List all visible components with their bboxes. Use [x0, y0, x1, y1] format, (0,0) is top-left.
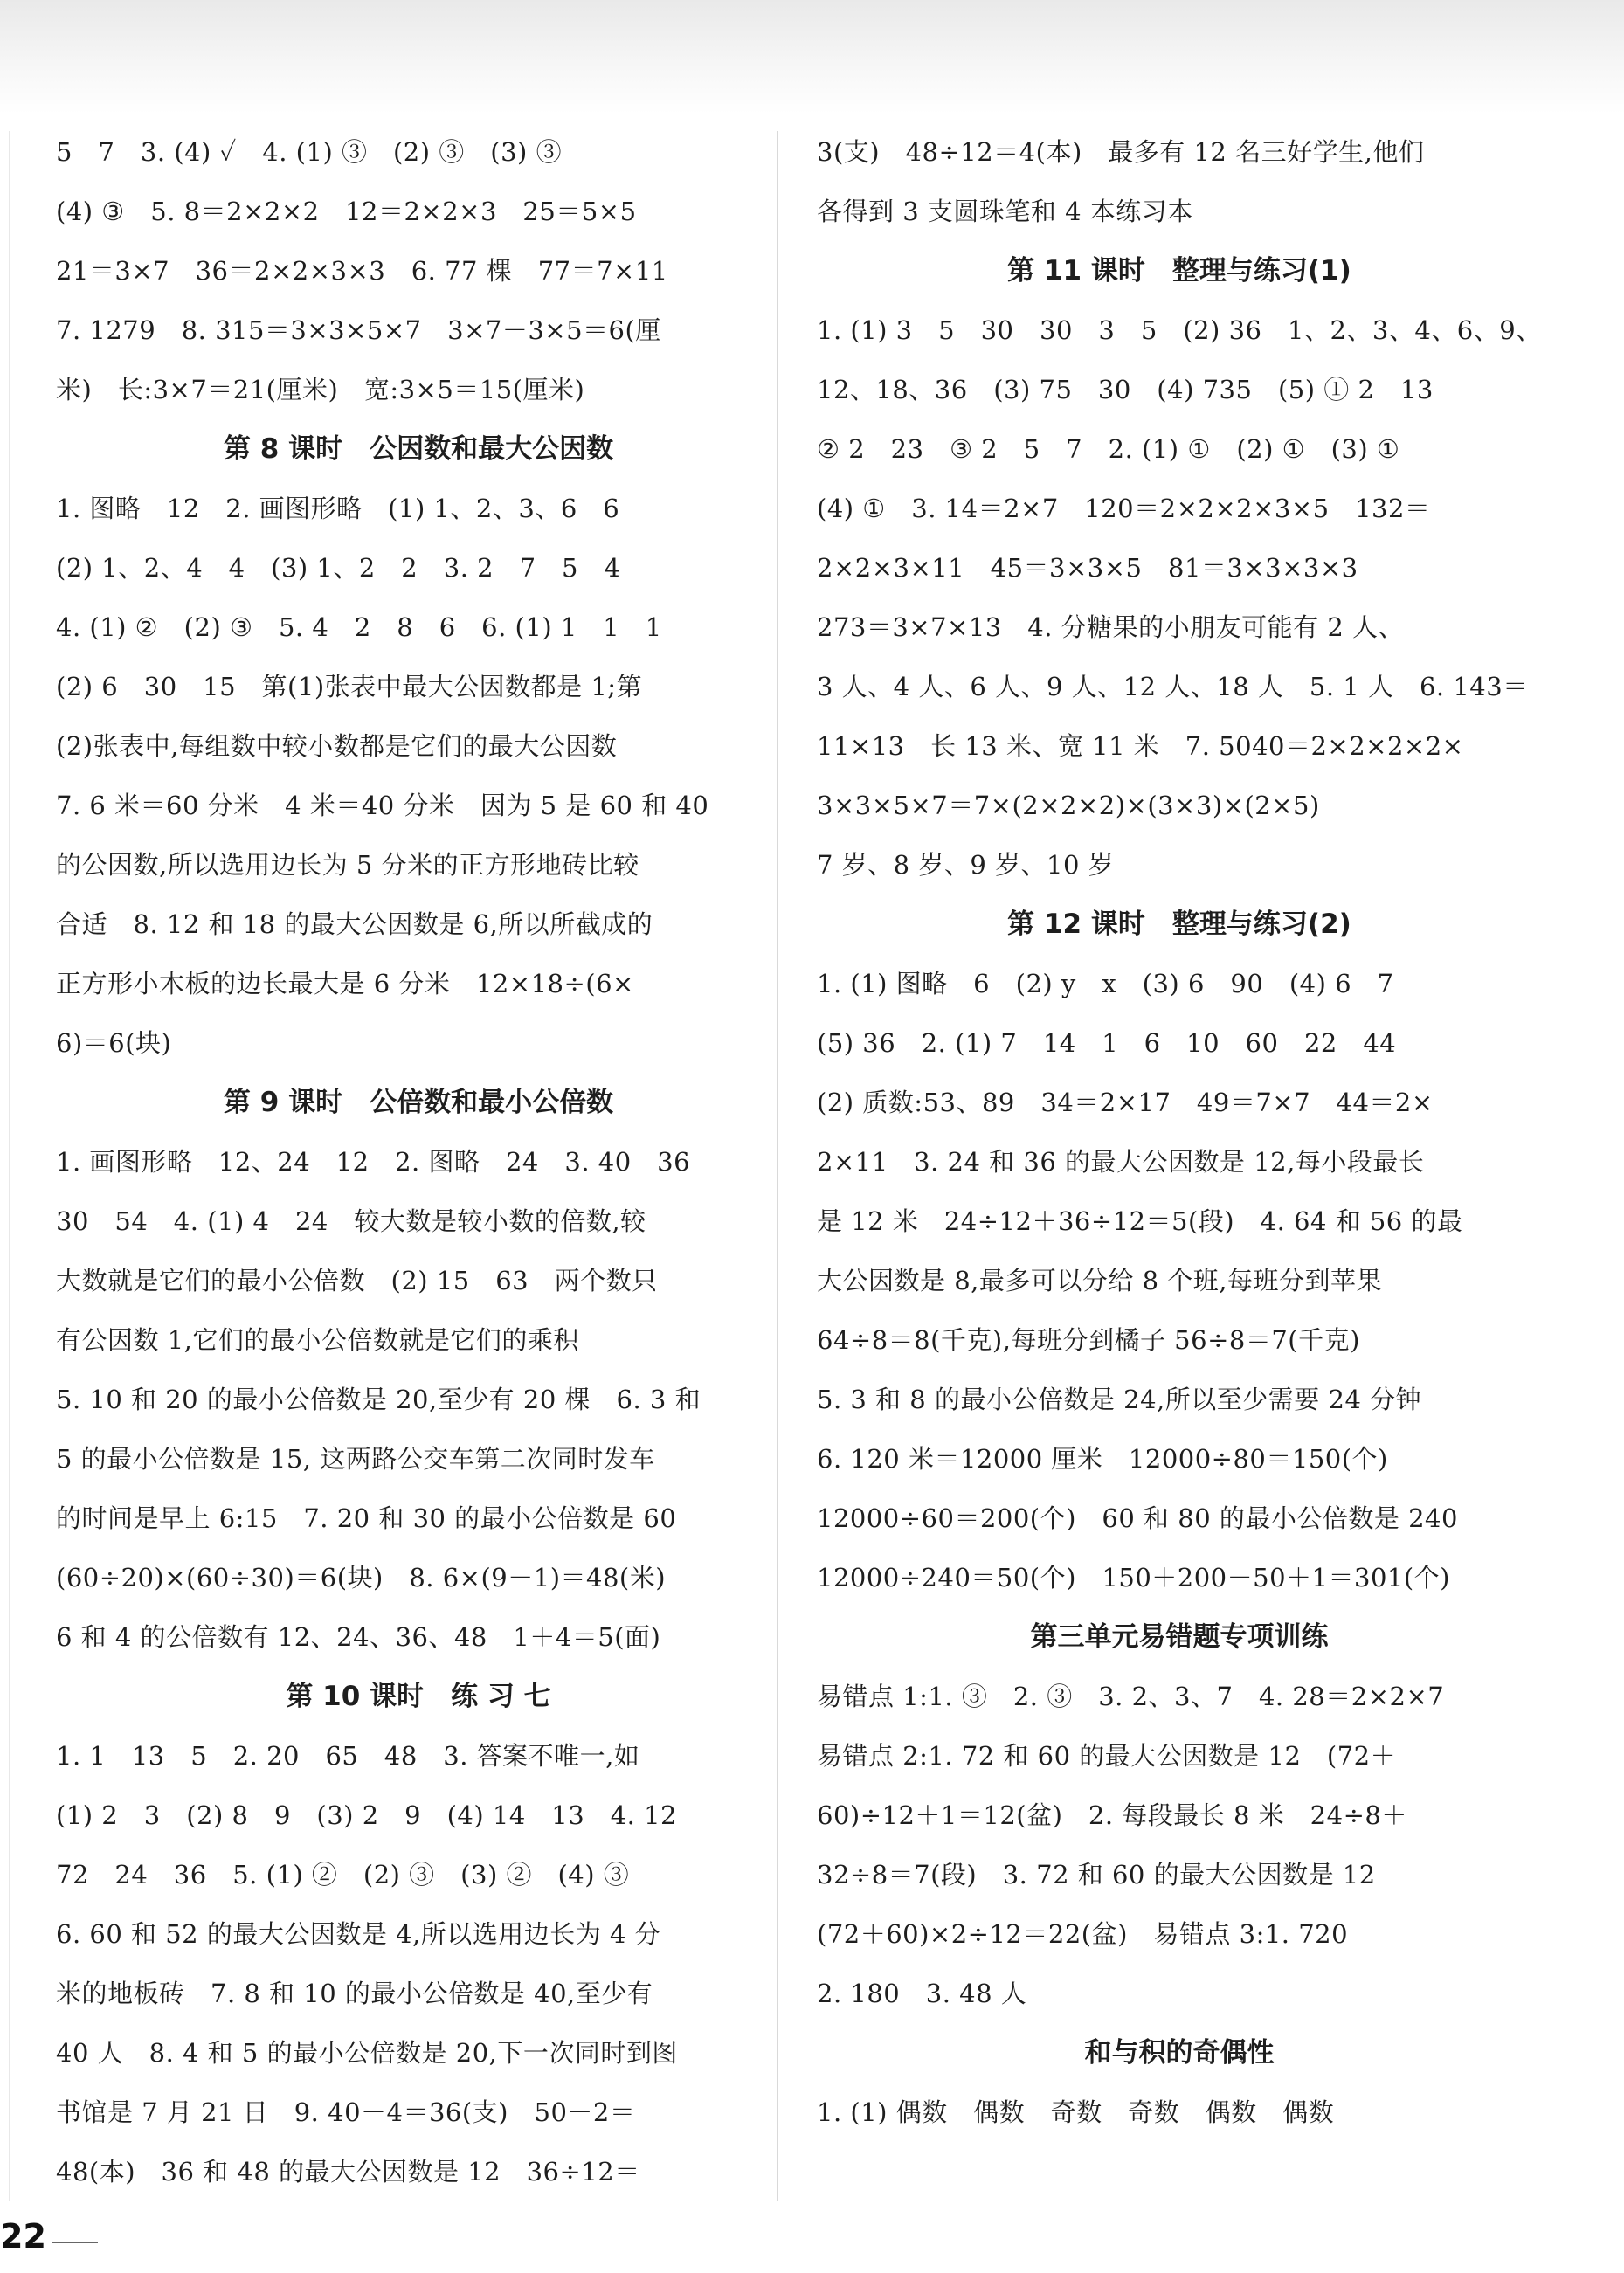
right-answer-line: 5. 3 和 8 的最小公倍数是 24,所以至少需要 24 分钟 [817, 1385, 1422, 1414]
page-number-dash [52, 2242, 98, 2243]
page-top-shadow [0, 0, 1624, 114]
right-answer-line: 易错点 2:1. 72 和 60 的最大公因数是 12 (72＋ [817, 1741, 1397, 1771]
right-answer-line: 各得到 3 支圆珠笔和 4 本练习本 [817, 197, 1193, 226]
left-answer-line: 1. 图略 12 2. 画图形略 (1) 1、2、3、6 6 [56, 494, 620, 523]
left-answer-line: 6. 60 和 52 的最大公因数是 4,所以选用边长为 4 分 [56, 1919, 661, 1949]
left-answer-line: 4. (1) ② (2) ③ 5. 4 2 8 6 6. (1) 1 1 1 [56, 612, 662, 642]
right-answer-line: 是 12 米 24÷12＋36÷12＝5(段) 4. 64 和 56 的最 [817, 1206, 1463, 1236]
right-answer-line: 1. (1) 图略 6 (2) y x (3) 6 90 (4) 6 7 [817, 969, 1394, 998]
left-answer-line: (4) ③ 5. 8＝2×2×2 12＝2×2×3 25＝5×5 [56, 197, 637, 226]
page-number: 22 [0, 2217, 46, 2256]
right-column [817, 122, 1542, 2142]
right-answer-line: 1. (1) 3 5 30 30 3 5 (2) 36 1、2、3、4、6、9、 [817, 315, 1542, 345]
left-answer-line: 5 7 3. (4) ✓ 4. (1) ③ (2) ③ (3) ③ [56, 137, 563, 167]
left-answer-line: 6 和 4 的公倍数有 12、24、36、48 1＋4＝5(面) [56, 1622, 661, 1652]
right-answer-line: (5) 36 2. (1) 7 14 1 6 10 60 22 44 [817, 1028, 1397, 1058]
right-answer-line: 1. (1) 偶数 偶数 奇数 奇数 偶数 偶数 [817, 2097, 1335, 2127]
right-answer-line: 7 岁、8 岁、9 岁、10 岁 [817, 850, 1115, 880]
right-answer-line: (72＋60)×2÷12＝22(盆) 易错点 3:1. 720 [817, 1919, 1349, 1949]
right-answer-line: 3(支) 48÷12＝4(本) 最多有 12 名三好学生,他们 [817, 137, 1425, 167]
left-answer-line: (2)张表中,每组数中较小数都是它们的最大公因数 [56, 731, 618, 761]
left-answer-line: (2) 1、2、4 4 (3) 1、2 2 3. 2 7 5 4 [56, 553, 621, 583]
right-answer-line: 32÷8＝7(段) 3. 72 和 60 的最大公因数是 12 [817, 1860, 1376, 1890]
page-edge-rule [9, 131, 10, 2201]
left-answer-line: (1) 2 3 (2) 8 9 (3) 2 9 (4) 14 13 4. 12 [56, 1800, 677, 1830]
left-section-heading: 第 10 课时 练 习 七 [286, 1681, 551, 1712]
right-answer-line: 3 人、4 人、6 人、9 人、12 人、18 人 5. 1 人 6. 143＝ [817, 672, 1529, 701]
right-answer-line: 64÷8＝8(千克),每班分到橘子 56÷8＝7(千克) [817, 1325, 1360, 1355]
left-answer-line: 6)＝6(块) [56, 1028, 172, 1058]
left-answer-line: 30 54 4. (1) 4 24 较大数是较小数的倍数,较 [56, 1206, 646, 1236]
right-section-heading: 第 12 课时 整理与练习(2) [1007, 909, 1351, 940]
left-answer-line: 合适 8. 12 和 18 的最大公因数是 6,所以所截成的 [56, 909, 653, 939]
left-section-heading: 第 9 课时 公倍数和最小公倍数 [223, 1087, 614, 1118]
left-answer-line: 大数就是它们的最小公倍数 (2) 15 63 两个数只 [56, 1266, 658, 1295]
left-answer-line: 40 人 8. 4 和 5 的最小公倍数是 20,下一次同时到图 [56, 2038, 678, 2068]
right-section-heading: 第 11 课时 整理与练习(1) [1007, 255, 1351, 287]
right-answer-line: 12、18、36 (3) 75 30 (4) 735 (5) ① 2 13 [817, 375, 1434, 404]
left-answer-line: 7. 6 米＝60 分米 4 米＝40 分米 因为 5 是 60 和 40 [56, 791, 709, 820]
right-answer-line: 60)÷12＋1＝12(盆) 2. 每段最长 8 米 24÷8＋ [817, 1800, 1407, 1830]
right-answer-line: ② 2 23 ③ 2 5 7 2. (1) ① (2) ① (3) ① [817, 434, 1400, 464]
right-answer-line: (2) 质数:53、89 34＝2×17 49＝7×7 44＝2× [817, 1088, 1434, 1117]
right-section-heading: 和与积的奇偶性 [1084, 2037, 1275, 2069]
left-column [56, 122, 781, 2201]
right-answer-line: 2×11 3. 24 和 36 的最大公因数是 12,每小段最长 [817, 1147, 1425, 1177]
right-answer-line: 12000÷60＝200(个) 60 和 80 的最小公倍数是 240 [817, 1503, 1458, 1533]
left-section-heading: 第 8 课时 公因数和最大公因数 [223, 433, 614, 465]
left-answer-line: 的公因数,所以选用边长为 5 分米的正方形地砖比较 [56, 850, 639, 880]
left-answer-line: 5. 10 和 20 的最小公倍数是 20,至少有 20 棵 6. 3 和 [56, 1385, 701, 1414]
left-answer-line: 正方形小木板的边长最大是 6 分米 12×18÷(6× [56, 969, 634, 998]
left-answer-line: 5 的最小公倍数是 15, 这两路公交车第二次同时发车 [56, 1444, 655, 1474]
right-section-heading: 第三单元易错题专项训练 [1030, 1621, 1329, 1653]
right-answer-line: 6. 120 米＝12000 厘米 12000÷80＝150(个) [817, 1444, 1388, 1474]
right-answer-line: 2×2×3×11 45＝3×3×5 81＝3×3×3×3 [817, 553, 1358, 583]
left-answer-line: (60÷20)×(60÷30)＝6(块) 8. 6×(9－1)＝48(米) [56, 1563, 667, 1592]
right-answer-line: 大公因数是 8,最多可以分给 8 个班,每班分到苹果 [817, 1266, 1382, 1295]
left-answer-line: 米的地板砖 7. 8 和 10 的最小公倍数是 40,至少有 [56, 1979, 653, 2008]
left-answer-line: 的时间是早上 6:15 7. 20 和 30 的最小公倍数是 60 [56, 1503, 677, 1533]
left-answer-line: 72 24 36 5. (1) ② (2) ③ (3) ② (4) ③ [56, 1860, 630, 1890]
right-answer-line: 3×3×5×7＝7×(2×2×2)×(3×3)×(2×5) [817, 791, 1320, 820]
left-answer-line: 7. 1279 8. 315＝3×3×5×7 3×7－3×5＝6(厘 [56, 315, 661, 345]
left-answer-line: 有公因数 1,它们的最小公倍数就是它们的乘积 [56, 1325, 579, 1355]
left-answer-line: 21＝3×7 36＝2×2×3×3 6. 77 棵 77＝7×11 [56, 256, 668, 286]
right-answer-line: (4) ① 3. 14＝2×7 120＝2×2×2×3×5 132＝ [817, 494, 1431, 523]
right-answer-line: 2. 180 3. 48 人 [817, 1979, 1027, 2008]
left-answer-line: (2) 6 30 15 第(1)张表中最大公因数都是 1;第 [56, 672, 643, 701]
right-answer-line: 273＝3×7×13 4. 分糖果的小朋友可能有 2 人、 [817, 612, 1405, 642]
right-answer-line: 11×13 长 13 米、宽 11 米 7. 5040＝2×2×2×2× [817, 731, 1464, 761]
left-answer-line: 书馆是 7 月 21 日 9. 40－4＝36(支) 50－2＝ [56, 2097, 636, 2127]
left-answer-line: 1. 1 13 5 2. 20 65 48 3. 答案不唯一,如 [56, 1741, 640, 1771]
left-answer-line: 米) 长:3×7＝21(厘米) 宽:3×5＝15(厘米) [56, 375, 585, 404]
right-answer-line: 易错点 1:1. ③ 2. ③ 3. 2、3、7 4. 28＝2×2×7 [817, 1682, 1445, 1711]
left-answer-line: 1. 画图形略 12、24 12 2. 图略 24 3. 40 36 [56, 1147, 691, 1177]
left-answer-line: 48(本) 36 和 48 的最大公因数是 12 36÷12＝ [56, 2157, 640, 2187]
right-answer-line: 12000÷240＝50(个) 150＋200－50＋1＝301(个) [817, 1563, 1450, 1592]
